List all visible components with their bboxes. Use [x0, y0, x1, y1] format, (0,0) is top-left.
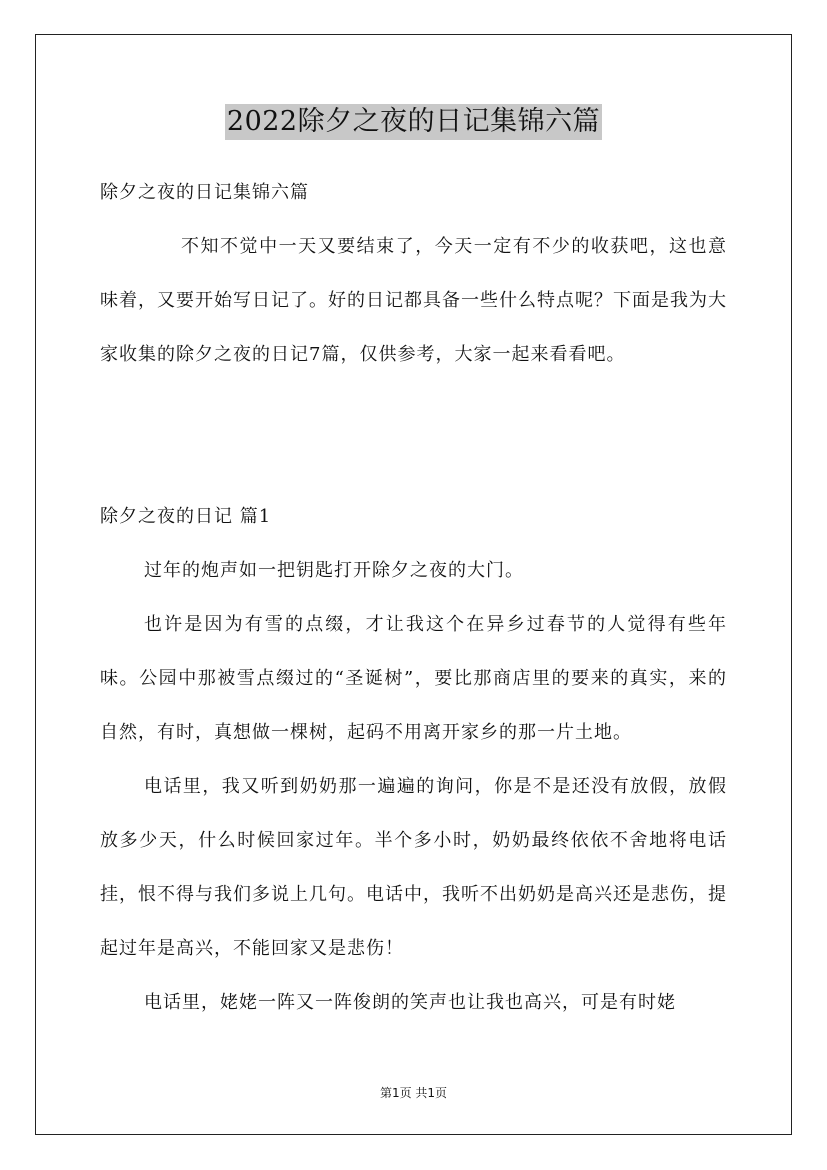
title-area [0, 104, 827, 140]
body-paragraph: 也许是因为有雪的点缀，才让我这个在异乡过春节的人觉得有些年味。公园中那被雪点缀过的“圣诞树”，要比那商店里的要来的真实，来的自然，有时，真想做一棵树，起码不用离开家乡的那一片土地。 [100, 614, 727, 743]
page-footer [0, 1084, 827, 1101]
body-paragraph: 电话里，我又听到奶奶那一遍遍的询问，你是不是还没有放假，放假放多少天，什么时候回家过年。半个多小时，奶奶最终依依不舍地将电话挂，恨不得与我们多说上几句。电话中，我听不出奶奶是高兴还是悲伤，提起过年是高兴，不能回家又是悲伤！ [100, 776, 727, 959]
document-title: 2022除夕之夜的日记集锦六篇 [225, 104, 602, 140]
page-number: 第1页 共1页 [379, 1086, 448, 1100]
section-block [100, 490, 727, 1030]
subtitle-block [100, 166, 727, 220]
intro-paragraph: 不知不觉中一天又要结束了，今天一定有不少的收获吧，这也意味着，又要开始写日记了。好的日记都具备一些什么特点呢？下面是我为大家收集的除夕之夜的日记7篇，仅供参考，大家一起来看看吧。 [100, 236, 727, 365]
document-subtitle: 除夕之夜的日记集锦六篇 [100, 182, 309, 203]
body-paragraph: 过年的炮声如一把钥匙打开除夕之夜的大门。 [144, 560, 524, 581]
section-heading: 除夕之夜的日记 篇1 [100, 506, 272, 527]
body-paragraph: 电话里，姥姥一阵又一阵俊朗的笑声也让我也高兴，可是有时姥 [144, 992, 676, 1013]
intro-block [100, 220, 727, 382]
